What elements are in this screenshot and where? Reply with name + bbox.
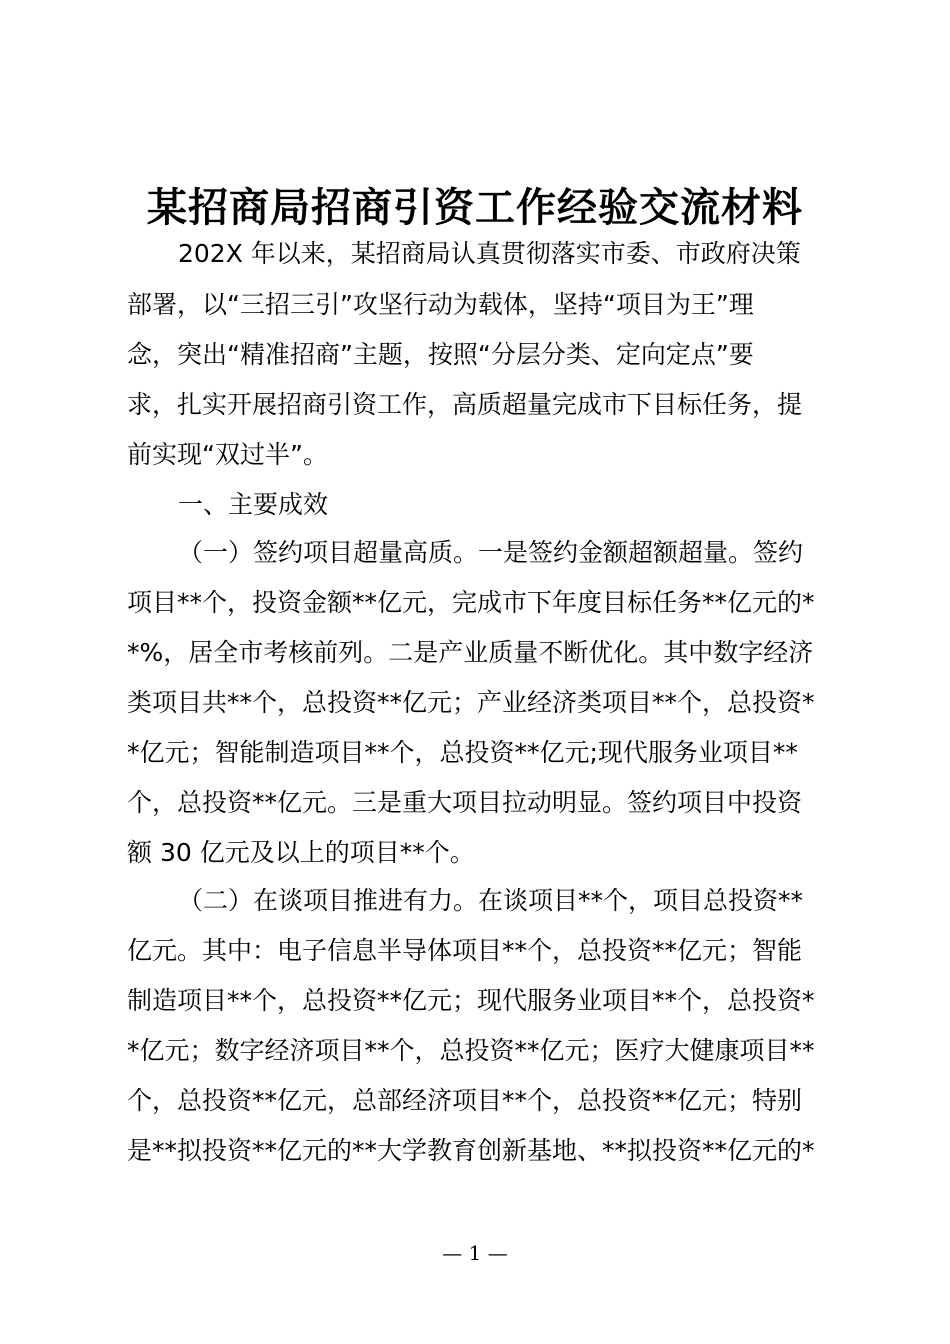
- paragraph-line: *亿元；数字经济项目**个，总投资**亿元；医疗大健康项目**: [127, 1036, 815, 1065]
- section-heading: 一、主要成效: [178, 490, 329, 519]
- document-title: 某招商局招商引资工作经验交流材料: [147, 184, 803, 231]
- paragraph-line: 求，扎实开展招商引资工作，高质超量完成市下目标任务，提: [127, 390, 803, 419]
- paragraph-line: 类项目共**个，总投资**亿元；产业经济类项目**个，总投资*: [127, 688, 815, 717]
- paragraph-line: 亿元。其中：电子信息半导体项目**个，总投资**亿元；智能: [127, 936, 803, 965]
- paragraph-line: 个，总投资**亿元。三是重大项目拉动明显。签约项目中投资: [127, 788, 803, 817]
- paragraph-line: 是**拟投资**亿元的**大学教育创新基地、**拟投资**亿元的*: [127, 1136, 815, 1165]
- paragraph-line: 项目**个，投资金额**亿元，完成市下年度目标任务**亿元的*: [127, 588, 815, 617]
- paragraph-line: 前实现“双过半”。: [127, 440, 328, 469]
- paragraph-line: 额 30 亿元及以上的项目**个。: [127, 838, 475, 867]
- paragraph-line: 个，总投资**亿元，总部经济项目**个，总投资**亿元；特别: [127, 1086, 803, 1115]
- paragraph-line: （一）签约项目超量高质。一是签约金额超额超量。签约: [178, 538, 804, 567]
- paragraph-line: 念，突出“精准招商”主题，按照“分层分类、定向定点”要: [127, 340, 754, 369]
- paragraph-line: 制造项目**个，总投资**亿元；现代服务业项目**个，总投资*: [127, 986, 815, 1015]
- paragraph-line: *%，居全市考核前列。二是产业质量不断优化。其中数字经济: [127, 638, 814, 667]
- paragraph-line: *亿元；智能制造项目**个，总投资**亿元;现代服务业项目**: [127, 738, 798, 767]
- page-number: — 1 —: [442, 1241, 508, 1265]
- paragraph-line: 部署，以“三招三引”攻坚行动为载体，坚持“项目为王”理: [127, 290, 754, 319]
- paragraph-line: （二）在谈项目推进有力。在谈项目**个，项目总投资**: [178, 886, 804, 915]
- paragraph-line: 202X 年以来，某招商局认真贯彻落实市委、市政府决策: [178, 239, 801, 268]
